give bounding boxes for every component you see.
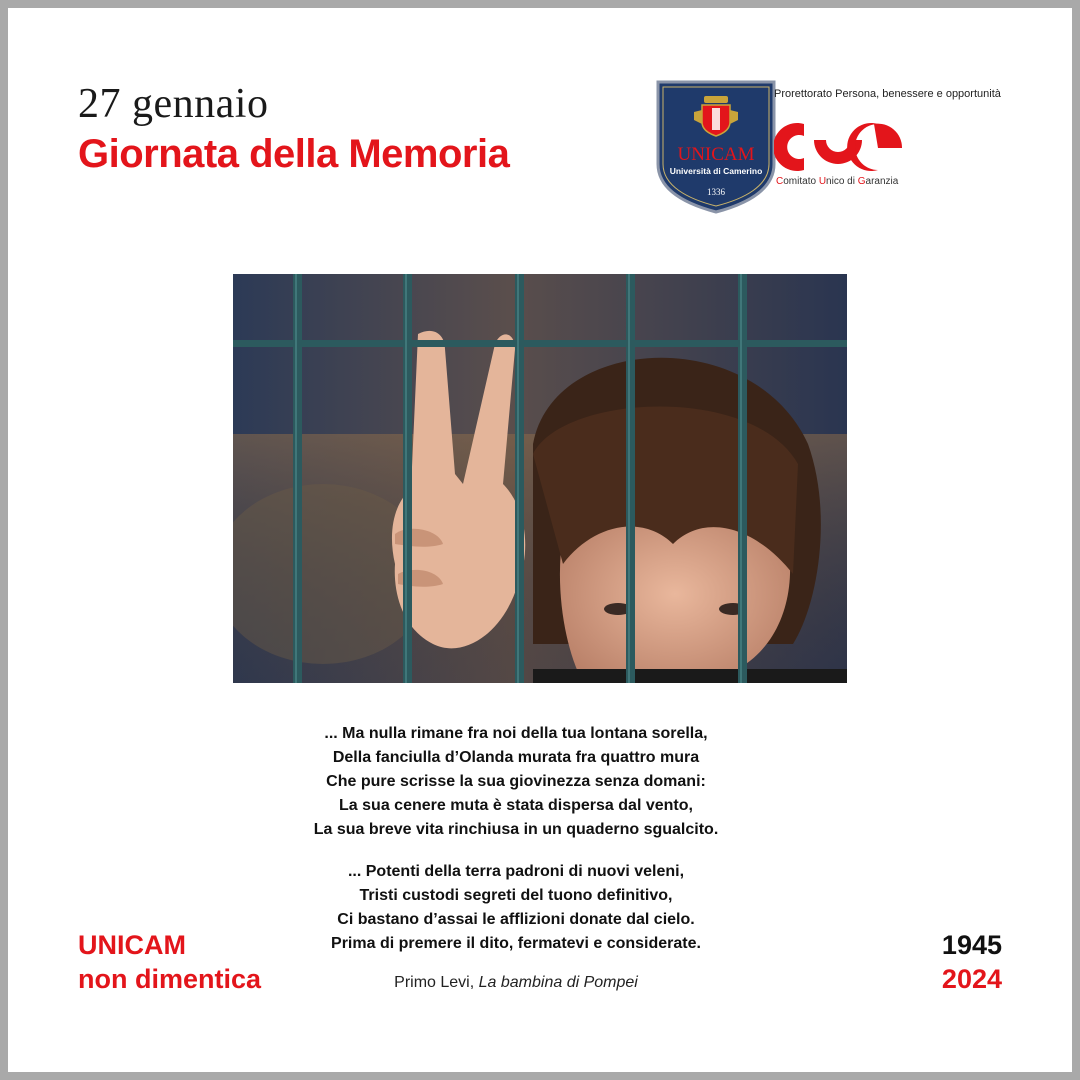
poem-attribution	[208, 974, 824, 992]
poem-stanza-2	[208, 860, 824, 956]
child-behind-bars-photo	[233, 274, 847, 683]
unicam-shield-logo	[654, 78, 778, 214]
poem-work-title: La bambina di Pompei	[478, 974, 638, 991]
prorettorato-label: Prorettorato Persona, benessere e opportunità	[774, 88, 1001, 100]
slogan-line-1: UNICAM	[78, 930, 186, 960]
poem-line: Della fanciulla d’Olanda murata fra quattro mura	[332, 749, 700, 766]
unicam-logo-subtitle: Università di Camerino	[669, 166, 763, 176]
poem-line: Ci bastano d’assai le afflizioni donate dal cielo.	[337, 911, 695, 928]
event-date: 27 gennaio	[78, 81, 269, 127]
poem-line: La sua cenere muta è stata dispersa dal vento,	[339, 797, 693, 814]
year-end: 2024	[941, 964, 1002, 994]
poem	[208, 722, 824, 974]
poem-line: ... Potenti della terra padroni di nuovi veleni,	[347, 863, 685, 880]
slogan-line-2: non dimentica	[78, 964, 262, 994]
poem-line: La sua breve vita rinchiusa in un quaderno sgualcito.	[313, 821, 719, 838]
years	[942, 928, 1002, 996]
poem-line: Tristi custodi segreti del tuono definitivo,	[359, 887, 673, 904]
year-start: 1945	[941, 930, 1002, 960]
slogan	[78, 928, 261, 996]
cug-logo-icon	[774, 118, 904, 176]
poem-line: Che pure scrisse la sua giovinezza senza domani:	[326, 773, 706, 790]
unicam-logo-name: UNICAM	[677, 144, 755, 165]
event-title: Giornata della Memoria	[78, 132, 510, 176]
poem-line: ... Ma nulla rimane fra noi della tua lontana sorella,	[324, 725, 708, 742]
poem-stanza-1	[208, 722, 824, 842]
cug-label: Comitato Unico di Garanzia	[776, 176, 899, 187]
unicam-logo-year: 1336	[707, 187, 725, 197]
poem-author: Primo Levi,	[394, 974, 479, 991]
poster	[8, 8, 1072, 1072]
poem-line: Prima di premere il dito, fermatevi e considerate.	[331, 935, 701, 952]
